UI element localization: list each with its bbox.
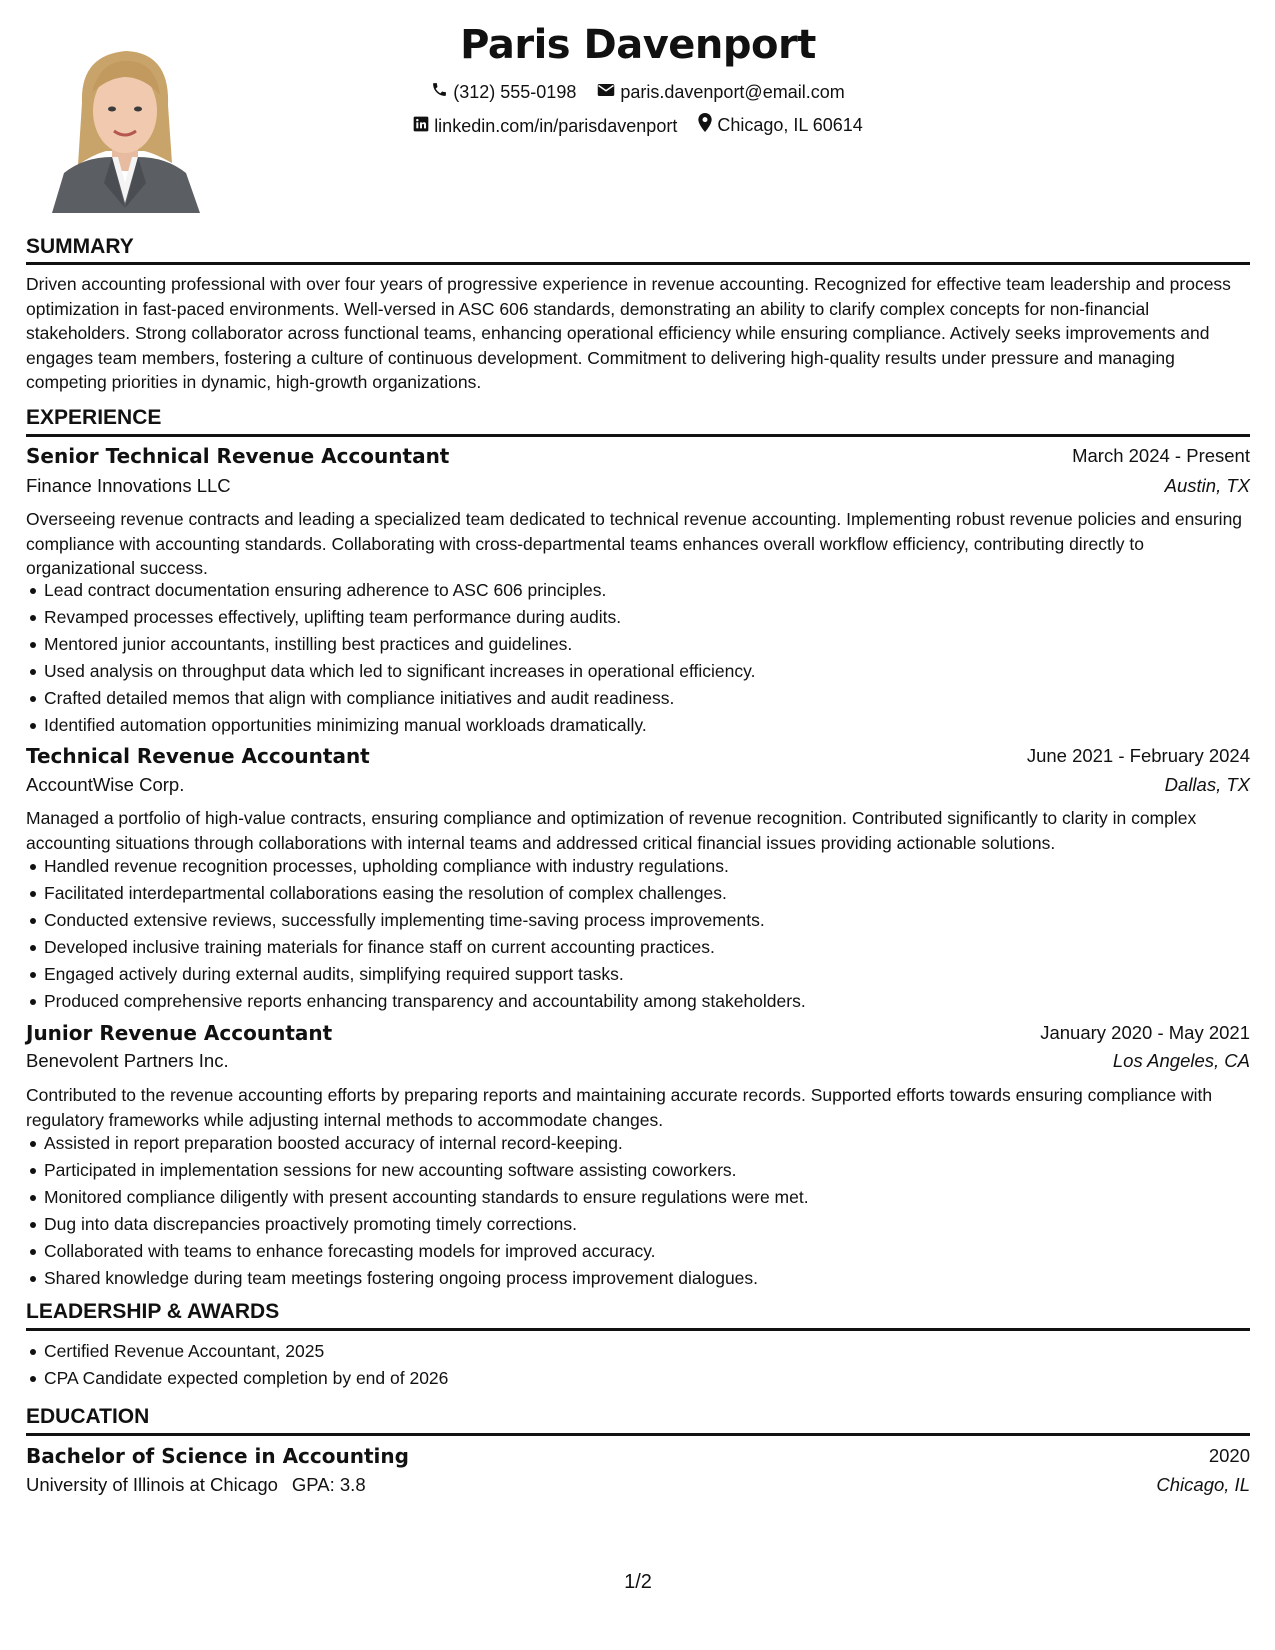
job-title: Senior Technical Revenue Accountant bbox=[26, 444, 450, 468]
list-item: Identified automation opportunities minimizing manual workloads dramatically. bbox=[44, 713, 1244, 740]
list-item: Handled revenue recognition processes, upholding compliance with industry regulations. bbox=[44, 854, 1244, 881]
job-dates: June 2021 - February 2024 bbox=[1026, 745, 1250, 766]
list-item: Certified Revenue Accountant, 2025 bbox=[44, 1339, 1244, 1366]
job-bullets bbox=[26, 578, 1244, 740]
location-text: Chicago, IL 60614 bbox=[717, 114, 863, 135]
list-item: Revamped processes effectively, uplifting team performance during audits. bbox=[44, 605, 1244, 632]
location-contact bbox=[698, 113, 862, 137]
job-bullets bbox=[26, 1131, 1244, 1293]
list-item: Conducted extensive reviews, successfully implementing time-saving process improvements. bbox=[44, 908, 1244, 935]
job-bullets bbox=[26, 854, 1244, 1016]
job-company: Benevolent Partners Inc. bbox=[26, 1050, 229, 1071]
list-item: Participated in implementation sessions for new accounting software assisting coworkers. bbox=[44, 1158, 1244, 1185]
degree-title: Bachelor of Science in Accounting bbox=[26, 1444, 409, 1468]
list-item: Crafted detailed memos that align with compliance initiatives and audit readiness. bbox=[44, 686, 1244, 713]
list-item: Dug into data discrepancies proactively promoting timely corrections. bbox=[44, 1212, 1244, 1239]
section-divider bbox=[26, 1433, 1250, 1436]
job-dates: March 2024 - Present bbox=[1072, 445, 1250, 466]
job-dates: January 2020 - May 2021 bbox=[1040, 1022, 1250, 1043]
education-heading: EDUCATION bbox=[26, 1405, 150, 1428]
list-item: Produced comprehensive reports enhancing transparency and accountability among stakeholders. bbox=[44, 989, 1244, 1016]
summary-text: Driven accounting professional with over four years of progressive experience in revenue accounting. Recognized for effective team leadership and process optimization in fast-paced environments. Well-versed in ASC 606 standards, demonstrating an ability to clarify complex concepts for non-financial stakeholders. Strong collaborator across functional teams, enhancing operational efficiency while ensuring compliance. Actively seeks improvements and engages team members, fostering a culture of continuous development. Commitment to delivering high-quality results under pressure and managing competing priorities in dynamic, high-growth organizations. bbox=[26, 274, 1231, 392]
phone-icon bbox=[431, 81, 453, 103]
phone-text: (312) 555-0198 bbox=[453, 81, 577, 102]
list-item: Engaged actively during external audits, simplifying required support tasks. bbox=[44, 962, 1244, 989]
job-location: Los Angeles, CA bbox=[1112, 1050, 1250, 1071]
linkedin-icon bbox=[413, 116, 434, 137]
linkedin-text: linkedin.com/in/parisdavenport bbox=[434, 116, 678, 136]
section-divider bbox=[26, 1328, 1250, 1331]
email-contact[interactable] bbox=[597, 82, 844, 103]
section-divider bbox=[26, 262, 1250, 265]
leadership-heading: LEADERSHIP & AWARDS bbox=[26, 1300, 280, 1323]
section-divider bbox=[26, 434, 1250, 437]
page-number: 1/2 bbox=[624, 1571, 652, 1593]
list-item: Collaborated with teams to enhance forecasting models for improved accuracy. bbox=[44, 1239, 1244, 1266]
list-item: Assisted in report preparation boosted accuracy of internal record-keeping. bbox=[44, 1131, 1244, 1158]
job-title: Junior Revenue Accountant bbox=[26, 1021, 333, 1045]
school-location: Chicago, IL bbox=[1156, 1474, 1250, 1495]
list-item: Developed inclusive training materials for finance staff on current accounting practices. bbox=[44, 935, 1244, 962]
contact-row-2 bbox=[26, 113, 1250, 137]
email-text: paris.davenport@email.com bbox=[620, 82, 845, 102]
list-item: Used analysis on throughput data which led to significant increases in operational efficiency. bbox=[44, 659, 1244, 686]
list-item: Facilitated interdepartmental collaborations easing the resolution of complex challenges. bbox=[44, 881, 1244, 908]
summary-heading: SUMMARY bbox=[26, 235, 134, 258]
job-location: Dallas, TX bbox=[1164, 774, 1250, 795]
map-pin-icon bbox=[698, 113, 717, 137]
list-item: Monitored compliance diligently with present accounting standards to ensure regulations were met. bbox=[44, 1185, 1244, 1212]
list-item: Lead contract documentation ensuring adherence to ASC 606 principles. bbox=[44, 578, 1244, 605]
job-location: Austin, TX bbox=[1164, 475, 1250, 496]
resume-page bbox=[26, 0, 1250, 1650]
list-item: Shared knowledge during team meetings fostering ongoing process improvement dialogues. bbox=[44, 1266, 1244, 1293]
linkedin-contact[interactable] bbox=[413, 116, 677, 137]
contact-row-1 bbox=[26, 81, 1250, 103]
job-description: Managed a portfolio of high-value contracts, ensuring compliance and optimization of revenue recognition. Contributed significantly to clarity in complex accounting situations through collaborations with internal teams and addressed critical financial issues providing actionable solutions. bbox=[26, 808, 1197, 853]
school-line bbox=[26, 1474, 366, 1496]
envelope-icon bbox=[597, 82, 620, 103]
job-description: Contributed to the revenue accounting efforts by preparing reports and maintaining accurate records. Supported efforts towards ensuring compliance with regulatory frameworks while adjusting internal methods to accommodate changes. bbox=[26, 1085, 1213, 1130]
school-name: University of Illinois at Chicago bbox=[26, 1474, 278, 1495]
phone-contact[interactable] bbox=[431, 81, 576, 103]
experience-heading: EXPERIENCE bbox=[26, 406, 162, 429]
gpa-text: GPA: 3.8 bbox=[291, 1474, 366, 1495]
candidate-name: Paris Davenport bbox=[460, 22, 816, 68]
list-item: CPA Candidate expected completion by end of 2026 bbox=[44, 1366, 1244, 1393]
list-item: Mentored junior accountants, instilling best practices and guidelines. bbox=[44, 632, 1244, 659]
graduation-year: 2020 bbox=[1208, 1445, 1250, 1466]
job-title: Technical Revenue Accountant bbox=[26, 744, 370, 768]
leadership-bullets bbox=[26, 1339, 1244, 1393]
job-description: Overseeing revenue contracts and leading a specialized team dedicated to technical revenue accounting. Implementing robust revenue policies and ensuring compliance with accounting standards. Collaborating with cross-departmental teams enhances overall workflow efficiency, contributing directly to organizational success. bbox=[26, 509, 1243, 578]
job-company: Finance Innovations LLC bbox=[26, 475, 231, 496]
job-company: AccountWise Corp. bbox=[26, 774, 185, 795]
